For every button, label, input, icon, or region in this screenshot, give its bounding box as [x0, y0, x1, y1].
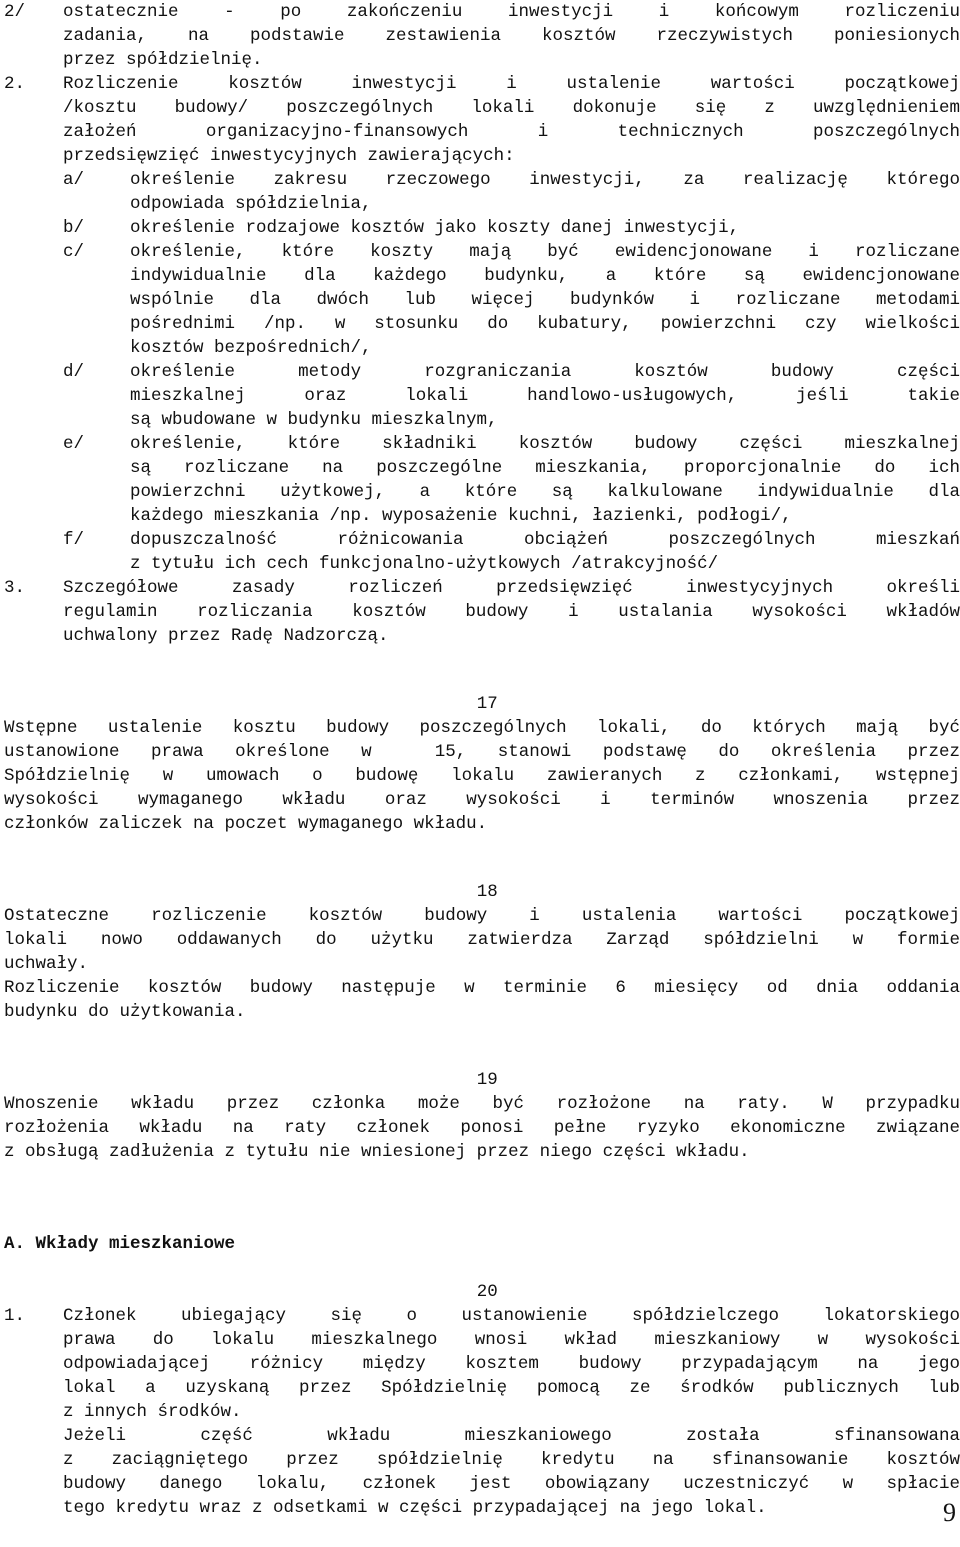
text-line: Rozliczenie kosztów budowy następuje w terminie 6 miesięcy od dnia oddania — [4, 978, 960, 998]
text-line: kosztów bezpośrednich/, — [130, 338, 372, 358]
text-line: Spółdzielnię w umowach o budowę lokalu zawieranych z członkami, wstępnej — [4, 766, 960, 786]
text-line: ustanowione prawa określone w 15, stanowi podstawę do określenia przez — [4, 742, 960, 762]
subitem-f — [63, 528, 960, 576]
text-line: Rozliczenie kosztów inwestycji i ustalenie wartości początkowej — [63, 74, 960, 94]
text-line: z tytułu ich cech funkcjonalno-użytkowych /atrakcyjność/ — [130, 554, 719, 574]
item-3 — [4, 576, 960, 648]
subitem-letter: f/ — [63, 530, 85, 550]
text-line: pośrednimi /np. w stosunku do kubatury, powierzchni czy wielkości — [130, 314, 960, 334]
text-line: Jeżeli część wkładu mieszkaniowego została sfinansowana — [63, 1426, 960, 1446]
text-line: przez spółdzielnię. — [63, 50, 263, 70]
text-line: określenie zakresu rzeczowego inwestycji, za realizację którego — [130, 170, 960, 190]
text-line: lokali nowo oddawanych do użytku zatwierdza Zarząd spółdzielni w formie — [4, 930, 960, 950]
section-19-title: 19 — [466, 1070, 498, 1090]
text-line: założeń organizacyjno-finansowych i technicznych poszczególnych — [63, 122, 960, 142]
subitem-letter: c/ — [63, 242, 85, 262]
section-a-heading: A. Wkłady mieszkaniowe — [4, 1234, 236, 1254]
item-2-continuation — [4, 0, 960, 72]
text-line: są rozliczane na poszczególne mieszkania, proporcjonalnie do ich — [130, 458, 960, 478]
item-number: 2. — [4, 74, 26, 94]
section-17-title: 17 — [466, 694, 498, 714]
text-line: Członek ubiegający się o ustanowienie spółdzielczego lokatorskiego — [63, 1306, 960, 1326]
text-line: z obsługą zadłużenia z tytułu nie wniesionej przez niego części wkładu. — [4, 1142, 750, 1162]
text-line: powierzchni użytkowej, a które są kalkulowane indywidualnie dla — [130, 482, 960, 502]
page-number: 9 — [943, 1498, 956, 1527]
section-17-body — [4, 716, 960, 836]
subitem-letter: b/ — [63, 218, 85, 238]
item-number: 3. — [4, 578, 26, 598]
subitem-d — [63, 360, 960, 432]
item-number: 1. — [4, 1306, 26, 1326]
text-line: z zaciągniętego przez spółdzielnię kredytu na sfinansowanie kosztów — [63, 1450, 960, 1470]
text-line: każdego mieszkania /np. wyposażenie kuchni, łazienki, podłogi/, — [130, 506, 792, 526]
text-line: zadania, na podstawie zestawienia kosztów rzeczywistych poniesionych — [63, 26, 960, 46]
text-line: lokal a uzyskaną przez Spółdzielnię pomocą ze środków publicznych lub — [63, 1378, 960, 1398]
text-line: prawa do lokalu mieszkalnego wnosi wkład mieszkaniowy w wysokości — [63, 1330, 960, 1350]
section-20-title: 20 — [466, 1282, 498, 1302]
text-line: regulamin rozliczania kosztów budowy i ustalania wysokości wkładów — [63, 602, 960, 622]
text-line: są wbudowane w budynku mieszkalnym, — [130, 410, 498, 430]
text-line: budowy danego lokalu, członek jest obowiązany uczestniczyć w spłacie — [63, 1474, 960, 1494]
text-line: z innych środków. — [63, 1402, 242, 1422]
subitem-a — [63, 168, 960, 216]
text-line: określenie metody rozgraniczania kosztów budowy części — [130, 362, 960, 382]
section-18-body — [4, 904, 960, 1024]
text-line: odpowiadającej różnicy między kosztem budowy przypadającym na jego — [63, 1354, 960, 1374]
text-line: budynku do użytkowania. — [4, 1002, 246, 1022]
text-line: dopuszczalność różnicowania obciążeń poszczególnych mieszkań — [130, 530, 960, 550]
section-19-body — [4, 1092, 960, 1164]
document-page — [4, 0, 960, 1520]
text-line: odpowiada spółdzielnia, — [130, 194, 372, 214]
subitem-letter: e/ — [63, 434, 85, 454]
text-line: uchwały. — [4, 954, 89, 974]
text-line: określenie, które koszty mają być ewidencjonowane i rozliczane — [130, 242, 960, 262]
item-2 — [4, 72, 960, 168]
subitem-letter: d/ — [63, 362, 85, 382]
item-number: 2/ — [4, 2, 26, 22]
text-line: mieszkalnej oraz lokali handlowo-usługowych, jeśli takie — [130, 386, 960, 406]
subitem-e — [63, 432, 960, 528]
section-20-item-1 — [4, 1304, 960, 1520]
subitem-letter: a/ — [63, 170, 85, 190]
text-line: wysokości wymaganego wkładu oraz wysokości i terminów wnoszenia przez — [4, 790, 960, 810]
text-line: ostatecznie - po zakończeniu inwestycji i końcowym rozliczeniu — [63, 2, 960, 22]
subitem-b — [63, 216, 960, 240]
section-18-title: 18 — [466, 882, 498, 902]
text-line: Szczegółowe zasady rozliczeń przedsięwzięć inwestycyjnych określi — [63, 578, 960, 598]
text-line: członków zaliczek na poczet wymaganego wkładu. — [4, 814, 488, 834]
text-line: Wstępne ustalenie kosztu budowy poszczególnych lokali, do których mają być — [4, 718, 960, 738]
text-line: określenie rodzajowe kosztów jako koszty danej inwestycji, — [130, 218, 740, 238]
text-line: /kosztu budowy/ poszczególnych lokali dokonuje się z uwzględnieniem — [63, 98, 960, 118]
text-line: tego kredytu wraz z odsetkami w części przypadającej na jego lokal. — [63, 1498, 767, 1518]
text-line: Ostateczne rozliczenie kosztów budowy i ustalenia wartości początkowej — [4, 906, 960, 926]
subitem-c — [63, 240, 960, 360]
text-line: rozłożenia wkładu na raty członek ponosi pełne ryzyko ekonomiczne związane — [4, 1118, 960, 1138]
text-line: Wnoszenie wkładu przez członka może być rozłożone na raty. W przypadku — [4, 1094, 960, 1114]
text-line: wspólnie dla dwóch lub więcej budynków i rozliczane metodami — [130, 290, 960, 310]
text-line: indywidualnie dla każdego budynku, a które są ewidencjonowane — [130, 266, 960, 286]
text-line: określenie, które składniki kosztów budowy części mieszkalnej — [130, 434, 960, 454]
text-line: uchwalony przez Radę Nadzorczą. — [63, 626, 389, 646]
text-line: przedsięwzięć inwestycyjnych zawierających: — [63, 146, 515, 166]
